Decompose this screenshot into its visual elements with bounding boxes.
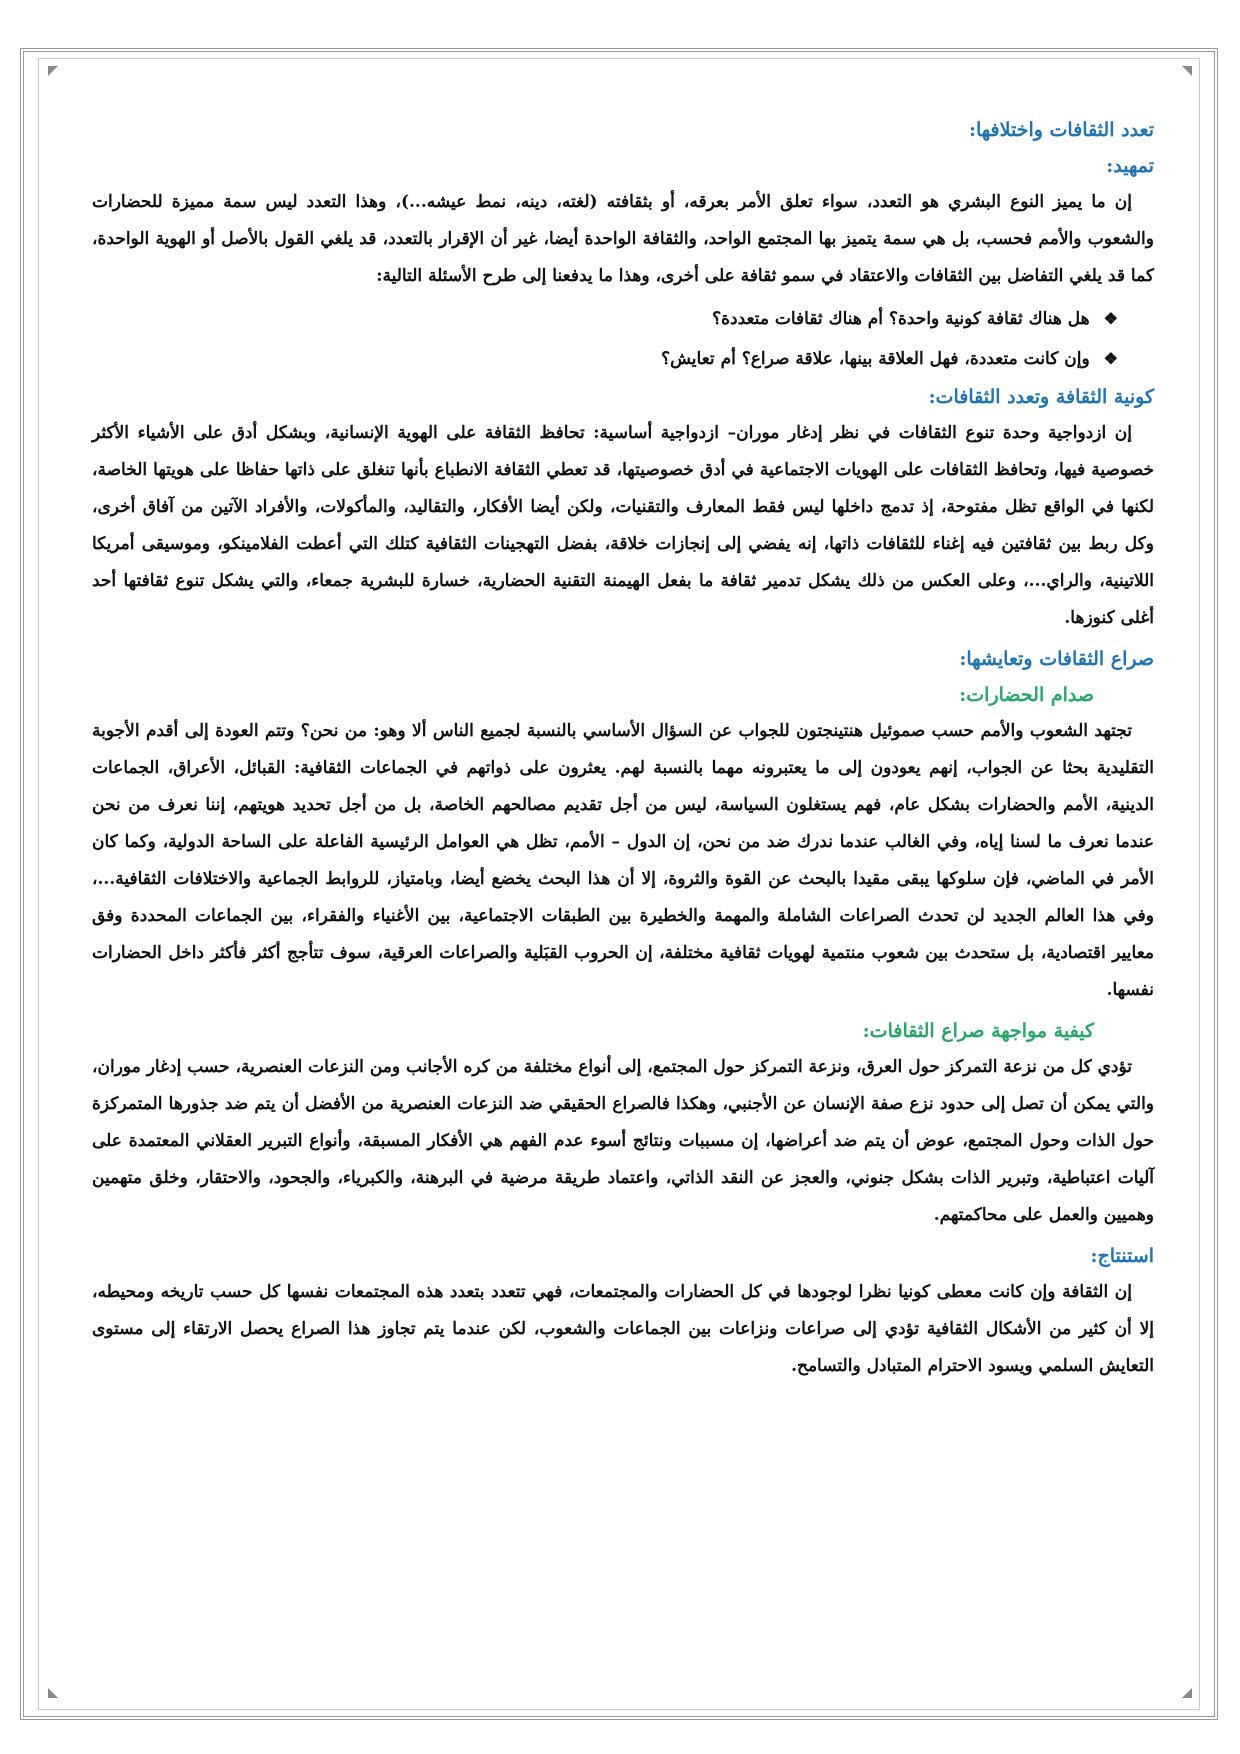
document-body: [92, 112, 1154, 1389]
clash-paragraph: تجتهد الشعوب والأمم حسب صموئيل هنتينجتون للجواب عن السؤال الأساسي بالنسبة لجميع الناس ألا وهو: من نحن؟ وتتم العودة إلى أقدم الأجوبة التقليدية بحثا عن الجواب، إنهم يعودون إلى ما يعتبرونه مهما بالنسبة لهم. يعثرون على ذواتهم في الجماعات الثقافية: القبائل، الأعراق، الجماعات الدينية، الأمم والحضارات بشكل عام، فهم يستغلون السياسة، ليس من أجل تقديم مصالحهم الخاصة، بل من أجل تحديد هويتهم، إننا نعرف من نحن عندما نعرف ما لسنا إياه، وفي الغالب عندما ندرك ضد من نحن، إن الدول – الأمم، تظل هي العوامل الرئيسية الفاعلة على الساحة الدولية، وكما كان الأمر في الماضي، فإن سلوكها يبقى مقيدا بالبحث عن القوة والثروة، إلا أن هذا البحث يخضع أيضا، وبامتياز، للروابط الجماعية والاختلافات الثقافية...، وفي هذا العالم الجديد لن تحدث الصراعات الشاملة والمهمة والخطيرة بين الطبقات الاجتماعية، بين الأغنياء والفقراء، بين الجماعات المحددة وفق معايير اقتصادية، بل ستحدث بين شعوب منتمية لهويات ثقافية مختلفة، إن الحروب القبَلية والصراعات العرقية، سوف تتأجج أكثر فأكثر داخل الحضارات نفسها.: [92, 721, 1154, 1000]
intro-paragraph: إن ما يميز النوع البشري هو التعدد، سواء تعلق الأمر بعرقه، أو بثقافته (لغته، دينه، نمط عيشه...)، وهذا التعدد ليس سمة مميزة للحضارات والشعوب والأمم فحسب، بل هي سمة يتميز بها المجتمع الواحد، والثقافة الواحدة أيضا، غير أن الإقرار بالتعدد، قد يلغي القول بالأصل أو الهوية الواحدة، كما قد يلغي التفاضل بين الثقافات والاعتقاد في سمو ثقافة على أخرى، وهذا ما يدفعنا إلى طرح الأسئلة التالية:: [92, 192, 1154, 286]
diamond-bullet-icon: ❖: [1103, 309, 1118, 328]
conclusion-heading: استنتاج:: [1090, 1245, 1154, 1267]
list-item: [92, 299, 1118, 339]
coping-heading: كيفية مواجهة صراع الثقافات:: [862, 1020, 1094, 1042]
document-title: تعدد الثقافات واختلافها:: [969, 119, 1154, 141]
corner-ornament-icon: [48, 1688, 58, 1698]
coping-paragraph: تؤدي كل من نزعة التمركز حول العرق، ونزعة التمركز حول المجتمع، إلى أنواع مختلفة من كره الأجانب ومن النزعات العنصرية، حسب إدغار موران، والتي يمكن أن تصل إلى حدود نزع صفة الإنسان عن الأجنبي، وهكذا فالصراع الحقيقي ضد النزعات العنصرية من الأفضل أن يتم ضد جذورها المتمركزة حول الذات وحول المجتمع، عوض أن يتم ضد أعراضها، إن مسببات ونتائج أسوء عدم الفهم هي الأفكار المسبقة، وأنواع التبرير العقلاني المعتمدة على آليات اعتباطية، وتبرير الذات بشكل جنوني، والعجز عن النقد الذاتي، واعتماد طريقة مرضية في البرهنة، والكبرياء، والجحود، والاحتقار، وخلق متهمين وهميين والعمل على محاكمتهم.: [92, 1057, 1154, 1225]
conclusion-paragraph: إن الثقافة وإن كانت معطى كونيا نظرا لوجودها في كل الحضارات والمجتمعات، فهي تتعدد بتعدد هذه المجتمعات نفسها كل حسب تاريخه ومحيطه، إلا أن كثير من الأشكال الثقافية تؤدي إلى صراعات ونزاعات بين الجماعات والشعوب، لكن عندما يتم تجاوز هذا الصراع يحصل الارتقاء إلى مستوى التعايش السلمي ويسود الاحترام المتبادل والتسامح.: [92, 1282, 1154, 1376]
corner-ornament-icon: [1182, 1688, 1192, 1698]
corner-ornament-icon: [1182, 66, 1192, 76]
diamond-bullet-icon: ❖: [1103, 349, 1118, 368]
intro-heading: تمهيد:: [1106, 155, 1154, 177]
question-text: هل هناك ثقافة كونية واحدة؟ أم هناك ثقافات متعددة؟: [712, 309, 1090, 329]
clash-heading: صدام الحضارات:: [959, 684, 1094, 706]
universality-paragraph: إن ازدواجية وحدة تنوع الثقافات في نظر إدغار موران– ازدواجية أساسية: تحافظ الثقافة على الهوية الإنسانية، وبشكل أدق على الأشياء الأكثر خصوصية فيها، وتحافظ الثقافات على الهويات الاجتماعية في أدق خصوصيتها، قد تعطي الثقافة الانطباع بأنها تنغلق على ذاتها حفاظا على هويتها الخاصة، لكنها في الواقع تظل مفتوحة، إذ تدمج داخلها ليس فقط المعارف والتقنيات، ولكن أيضا الأفكار، والتقاليد، والمأكولات، والأفراد الآتين من آفاق أخرى، وكل ربط بين ثقافتين فيه إغناء للثقافات ذاتها، إنه يفضي إلى إنجازات خلاقة، بفضل التهجينات الثقافية كتلك التي أعطت الفلامينكو، وموسيقى أمريكا اللاتينية، والراي...، وعلى العكس من ذلك يشكل تدمير ثقافة ما بفعل الهيمنة التقنية الحضارية، خسارة للبشرية جمعاء، والتي يشكل تنوع ثقافتها أحد أغلى كنوزها.: [92, 423, 1154, 628]
universality-heading: كونية الثقافة وتعدد الثقافات:: [928, 386, 1154, 408]
corner-ornament-icon: [48, 66, 58, 76]
conflict-heading: صراع الثقافات وتعايشها:: [959, 648, 1154, 670]
list-item: [92, 339, 1118, 379]
question-text: وإن كانت متعددة، فهل العلاقة بينها، علاقة صراع؟ أم تعايش؟: [661, 349, 1090, 369]
questions-list: [92, 299, 1154, 379]
